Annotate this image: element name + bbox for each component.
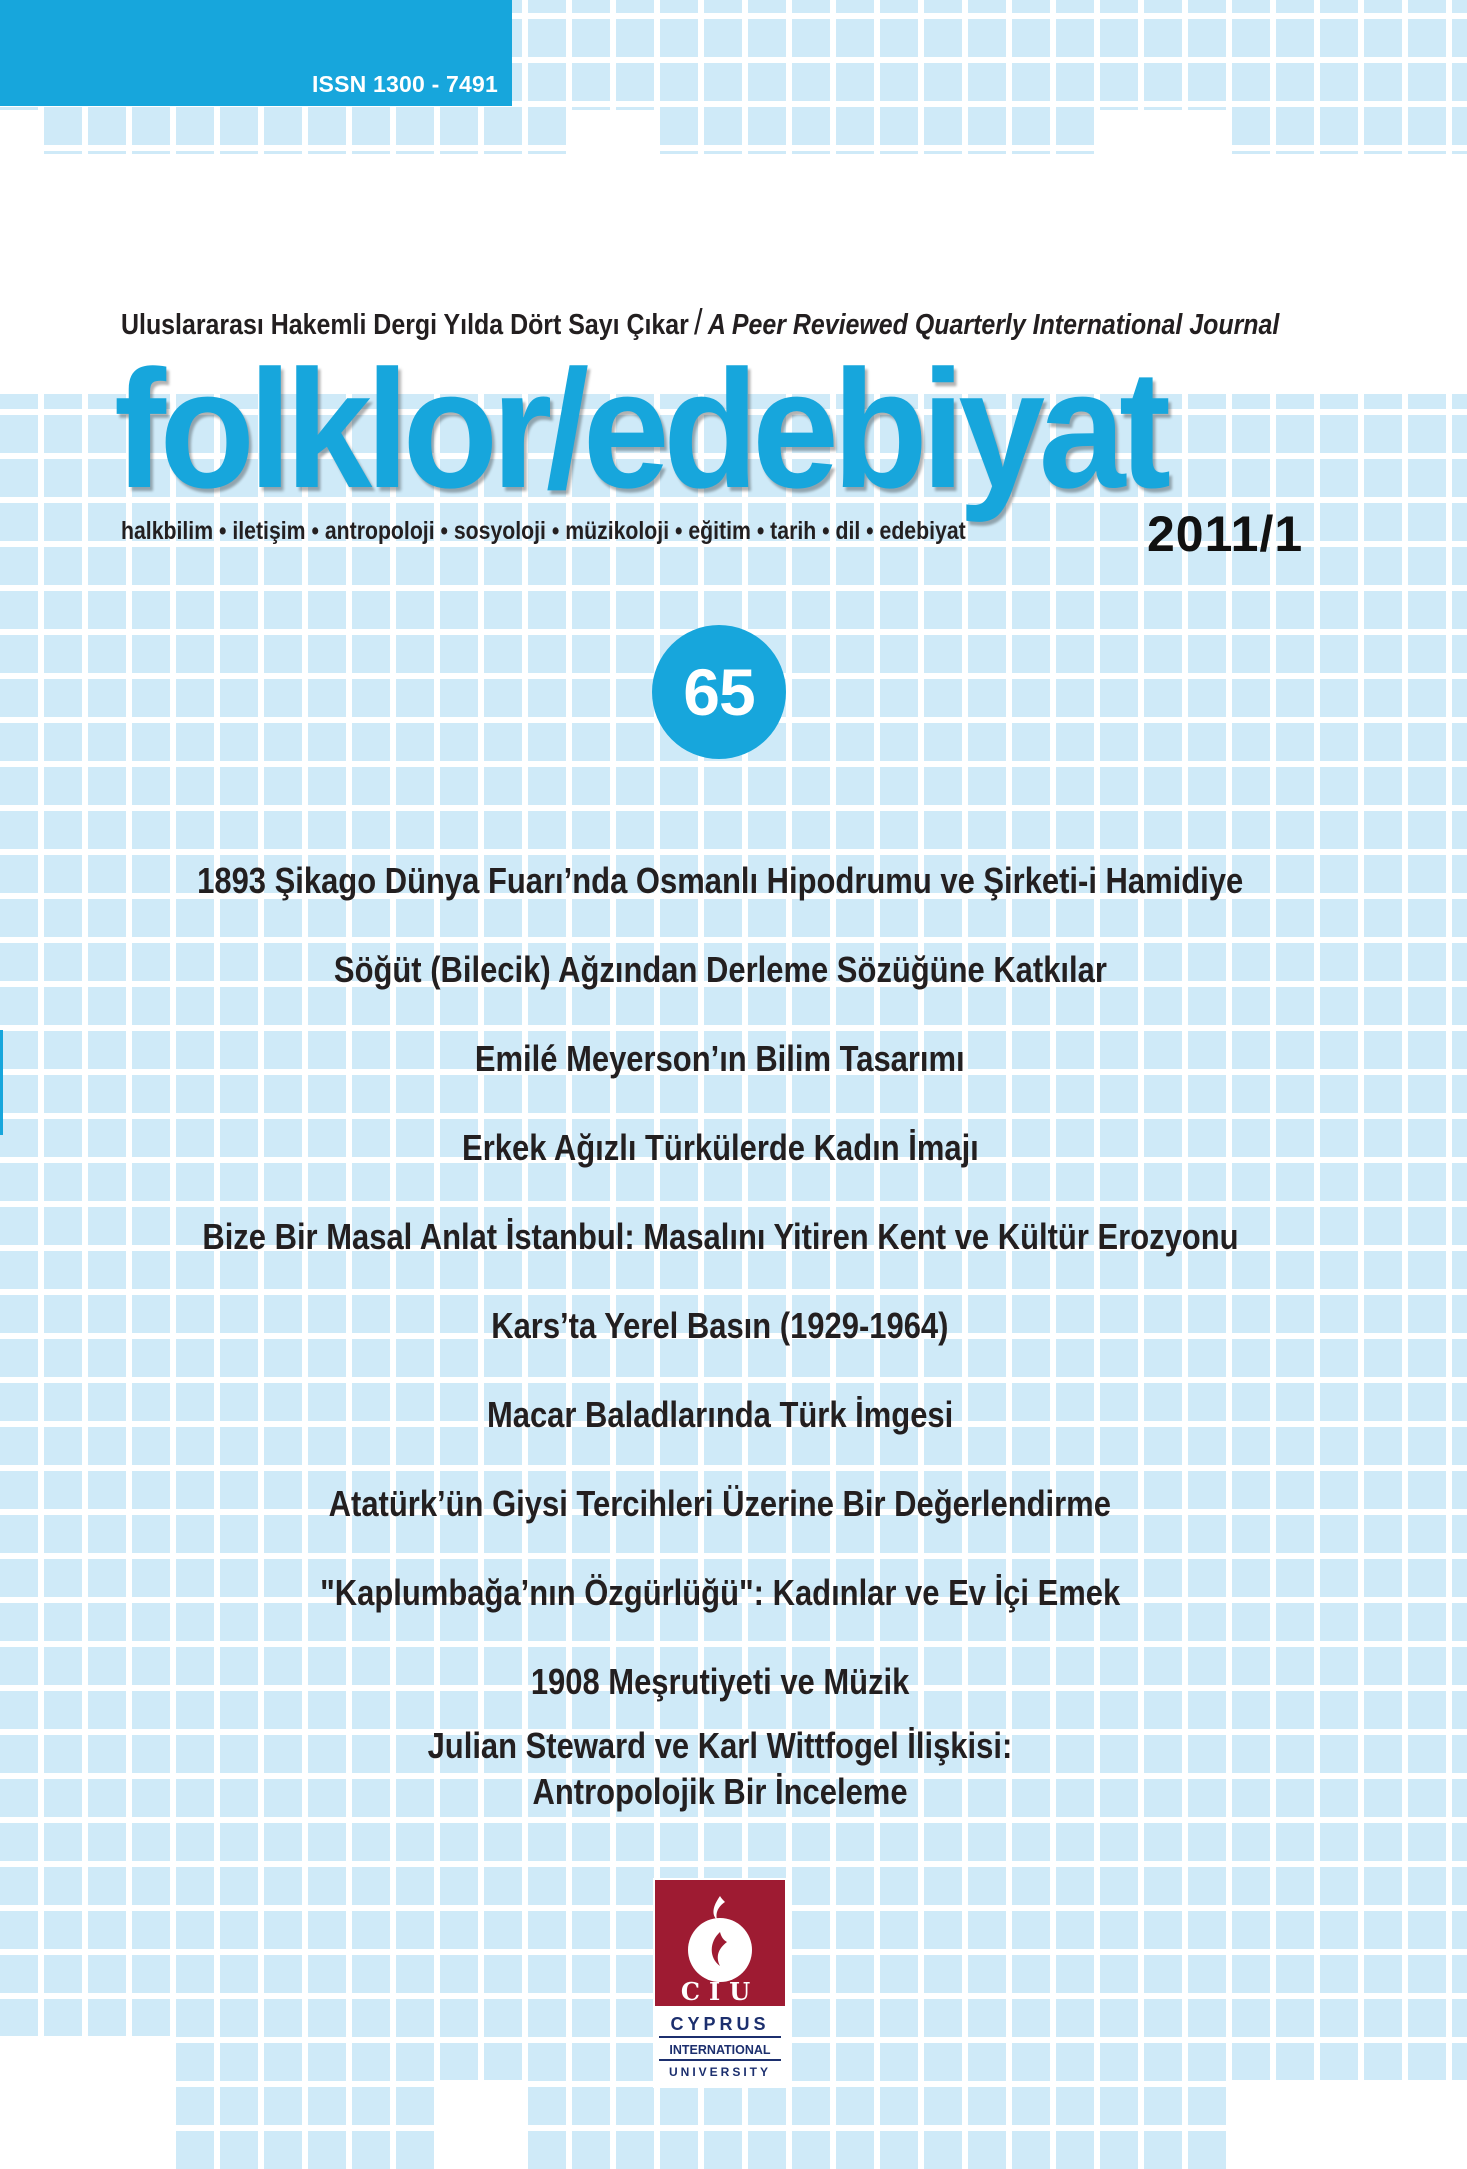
article-title: [0, 1014, 1440, 1103]
article-title: [0, 1548, 1440, 1637]
logo-abbreviation: CIU: [680, 1977, 760, 2006]
tile-gap: [572, 110, 660, 154]
article-title: [0, 1637, 1440, 1726]
article-title-text: 1908 Meşrutiyeti ve Müzik: [530, 1660, 910, 1702]
article-title-two-line: [0, 1725, 1440, 1817]
ciu-logo: [653, 1878, 787, 2088]
logo-name-line1: CYPRUS: [670, 2014, 770, 2034]
tile-gap: [0, 2036, 176, 2169]
article-title: [0, 1459, 1440, 1548]
article-title-text: Emilé Meyerson’ın Bilim Tasarımı: [475, 1037, 965, 1079]
tagline-turkish: Uluslararası Hakemli Dergi Yılda Dört Sayı Çıkar: [121, 309, 689, 341]
article-title: [0, 836, 1440, 925]
article-title-text: 1893 Şikago Dünya Fuarı’nda Osmanlı Hipodrumu ve Şirketi-i Hamidiye: [196, 859, 1244, 901]
article-title-text: Kars’ta Yerel Basın (1929-1964): [491, 1304, 949, 1346]
issue-number: 65: [683, 655, 755, 729]
article-title-text: Atatürk’ün Giysi Tercihleri Üzerine Bir Değerlendirme: [328, 1482, 1112, 1524]
tagline-english: A Peer Reviewed Quarterly International Journal: [707, 309, 1280, 341]
issn-banner: [0, 0, 512, 106]
issue-number-badge: [652, 625, 786, 759]
article-title: [0, 1192, 1440, 1281]
issn-number: ISSN 1300 - 7491: [311, 71, 498, 97]
tile-gap: [0, 110, 44, 154]
journal-masthead: folklor/edebiyat: [114, 335, 1165, 523]
issue-year: 2011/1: [1147, 506, 1304, 562]
tile-gap: [1232, 2080, 1467, 2169]
article-title: [0, 1103, 1440, 1192]
tagline-separator: /: [694, 301, 703, 342]
tile-gap: [1100, 110, 1232, 154]
article-title-text: "Kaplumbağa’nın Özgürlüğü": Kadınlar ve Ev İçi Emek: [319, 1571, 1121, 1613]
logo-name-line2: INTERNATIONAL: [669, 2043, 771, 2057]
article-title: [0, 925, 1440, 1014]
article-title-text: Macar Baladlarında Türk İmgesi: [486, 1393, 954, 1435]
discipline-list: halkbilim • iletişim • antropoloji • sosyoloji • müzikoloji • eğitim • tarih • dil • edebiyat: [121, 517, 966, 545]
logo-rule: [659, 2036, 781, 2038]
article-title-line1: Julian Steward ve Karl Wittfogel İlişkisi:: [427, 1725, 1013, 1766]
article-title: [0, 1281, 1440, 1370]
article-title-text: Söğüt (Bilecik) Ağzından Derleme Sözüğüne Katkılar: [333, 948, 1107, 990]
article-title-line2: Antropolojik Bir İnceleme: [532, 1771, 908, 1812]
article-title-text: Erkek Ağızlı Türkülerde Kadın İmajı: [461, 1126, 979, 1168]
tile-gap: [440, 2080, 528, 2169]
logo-name-line3: UNIVERSITY: [668, 2065, 772, 2079]
article-title-text: Bize Bir Masal Anlat İstanbul: Masalını Yitiren Kent ve Kültür Erozyonu: [201, 1215, 1239, 1257]
article-list: [0, 836, 1440, 1726]
flame-emblem-icon: [688, 1918, 752, 1982]
logo-rule: [659, 2059, 781, 2061]
article-title: [0, 1370, 1440, 1459]
